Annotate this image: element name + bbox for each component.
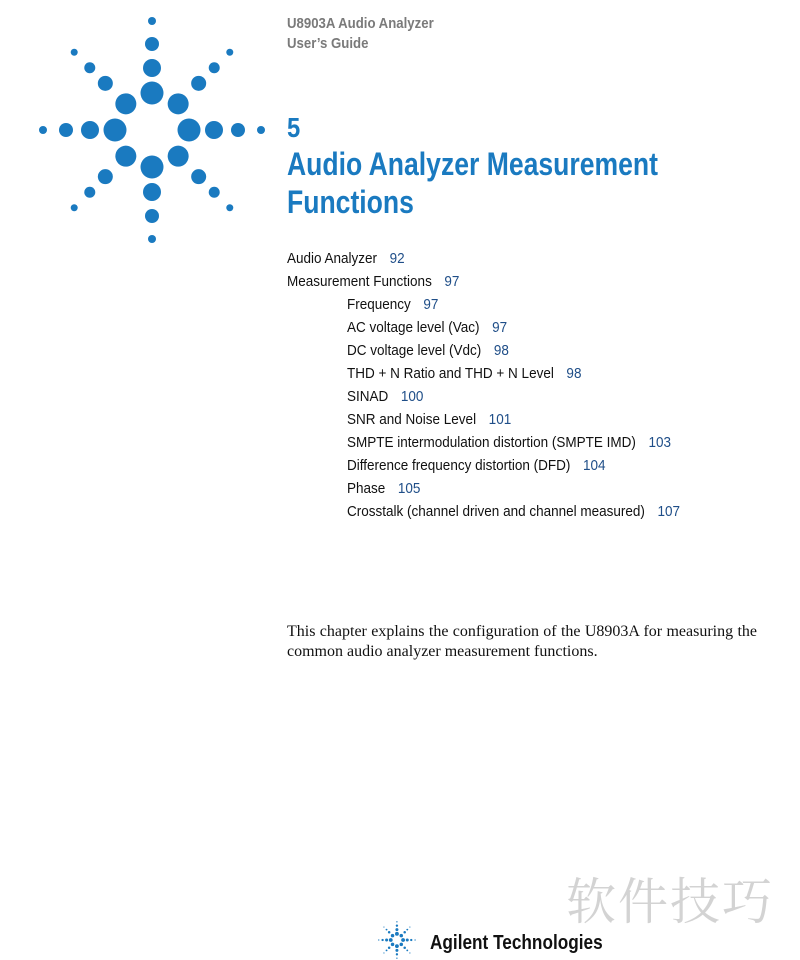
toc-subitem[interactable] (347, 431, 680, 454)
logo-dot (391, 934, 395, 938)
logo-dot (383, 926, 384, 927)
logo-dot (409, 926, 410, 927)
logo-dot (414, 939, 415, 940)
logo-dot (257, 126, 265, 134)
toc-item-page[interactable]: 98 (566, 365, 582, 382)
logo-dot (226, 204, 233, 211)
logo-dot (84, 187, 95, 198)
logo-dot (386, 929, 388, 931)
logo-dot (209, 187, 220, 198)
toc-item-label: DC voltage level (Vdc) (347, 342, 482, 359)
logo-dot (406, 949, 408, 951)
toc-item-label: Phase (347, 480, 386, 497)
logo-dot (395, 928, 398, 931)
logo-dot (71, 204, 78, 211)
logo-dot (388, 931, 391, 934)
product-name: U8903A Audio Analyzer (287, 15, 434, 32)
intro-paragraph: This chapter explains the configuration of the U8903A for measuring the common audio analyzer measurement functions. (287, 623, 757, 660)
logo-dot (231, 123, 245, 137)
logo-dot (141, 82, 164, 105)
toc-subitem[interactable] (347, 408, 680, 431)
logo-dot (378, 939, 379, 940)
logo-dot (168, 146, 189, 167)
logo-dot (148, 17, 156, 25)
toc-subitem[interactable] (347, 500, 680, 523)
logo-dot (395, 949, 398, 952)
toc-item-page[interactable]: 103 (648, 434, 671, 451)
logo-dot (39, 126, 47, 134)
agilent-footer-logo-icon (372, 920, 422, 960)
footer-brand: Agilent Technologies (430, 932, 603, 954)
chapter-title (287, 145, 658, 221)
logo-dot (98, 169, 113, 184)
chapter-title-line-1: Audio Analyzer Measurement (287, 146, 658, 182)
logo-dot (391, 943, 395, 947)
chapter-number: 5 (287, 112, 301, 143)
toc-item-page[interactable]: 104 (582, 457, 606, 474)
logo-dot (400, 943, 404, 947)
logo-dot (191, 76, 206, 91)
toc-subitem[interactable] (347, 362, 680, 385)
toc-item-label: THD + N Ratio and THD + N Level (347, 365, 554, 382)
logo-dot (205, 121, 223, 139)
toc-item-page[interactable]: 97 (423, 296, 439, 313)
logo-dot (209, 62, 220, 73)
toc-item-label: Audio Analyzer (287, 250, 378, 267)
logo-dot (406, 929, 408, 931)
table-of-contents (287, 247, 717, 523)
toc-subitem[interactable] (347, 477, 680, 500)
document-header (287, 14, 434, 54)
logo-dot (168, 93, 189, 114)
toc-item-page[interactable]: 105 (397, 480, 421, 497)
toc-item-page[interactable]: 97 (444, 273, 460, 290)
logo-dot (396, 921, 397, 922)
logo-dot (410, 939, 412, 941)
logo-dot (178, 119, 201, 142)
agilent-spark-logo-icon (30, 10, 275, 250)
logo-dot (396, 958, 397, 959)
logo-dot (406, 939, 409, 942)
watermark: 软件技巧 (566, 873, 774, 931)
logo-dot (395, 944, 399, 948)
logo-dot (104, 119, 127, 142)
logo-dot (403, 931, 406, 934)
logo-dot (191, 169, 206, 184)
toc-subitem[interactable] (347, 385, 680, 408)
logo-dot (396, 925, 398, 927)
logo-dot (381, 939, 383, 941)
toc-subitem[interactable] (347, 316, 680, 339)
logo-dot (388, 947, 391, 950)
guide-name: User’s Guide (287, 35, 369, 52)
toc-item[interactable] (287, 270, 674, 293)
toc-subitem[interactable] (347, 339, 680, 362)
logo-dot (59, 123, 73, 137)
toc-subitem[interactable] (347, 293, 680, 316)
logo-dot (400, 934, 404, 938)
toc-item-page[interactable]: 101 (488, 411, 512, 428)
toc-item-label: AC voltage level (Vac) (347, 319, 480, 336)
toc-item-page[interactable]: 92 (389, 250, 405, 267)
logo-dot (145, 37, 159, 51)
logo-dot (386, 949, 388, 951)
toc-item-page[interactable]: 97 (492, 319, 508, 336)
toc-item-label: Frequency (347, 296, 411, 313)
logo-dot (226, 49, 233, 56)
logo-dot (115, 146, 136, 167)
logo-dot (115, 93, 136, 114)
logo-dot (145, 209, 159, 223)
toc-item-label: Measurement Functions (287, 273, 432, 290)
logo-dot (84, 62, 95, 73)
toc-item-label: SNR and Noise Level (347, 411, 477, 428)
logo-dot (148, 235, 156, 243)
logo-dot (143, 59, 161, 77)
logo-dot (401, 938, 405, 942)
logo-dot (389, 938, 393, 942)
toc-item-label: SINAD (347, 388, 389, 405)
toc-item-page[interactable]: 107 (657, 503, 681, 520)
logo-dot (383, 952, 384, 953)
chapter-title-line-2: Functions (287, 184, 414, 220)
logo-dot (409, 952, 410, 953)
logo-dot (98, 76, 113, 91)
toc-item[interactable] (287, 247, 674, 270)
logo-dot (396, 953, 398, 955)
toc-subitem[interactable] (347, 454, 680, 477)
logo-dot (143, 183, 161, 201)
logo-dot (71, 49, 78, 56)
toc-item-page[interactable]: 100 (400, 388, 424, 405)
logo-dot (395, 932, 399, 936)
logo-dot (81, 121, 99, 139)
logo-dot (403, 947, 406, 950)
logo-dot (385, 939, 388, 942)
toc-item-label: SMPTE intermodulation distortion (SMPTE IMD) (347, 434, 636, 451)
chapter-intro (287, 622, 757, 662)
logo-dot (141, 156, 164, 179)
toc-item-label: Crosstalk (channel driven and channel measured) (347, 503, 645, 520)
toc-item-label: Difference frequency distortion (DFD) (347, 457, 571, 474)
toc-item-page[interactable]: 98 (493, 342, 509, 359)
